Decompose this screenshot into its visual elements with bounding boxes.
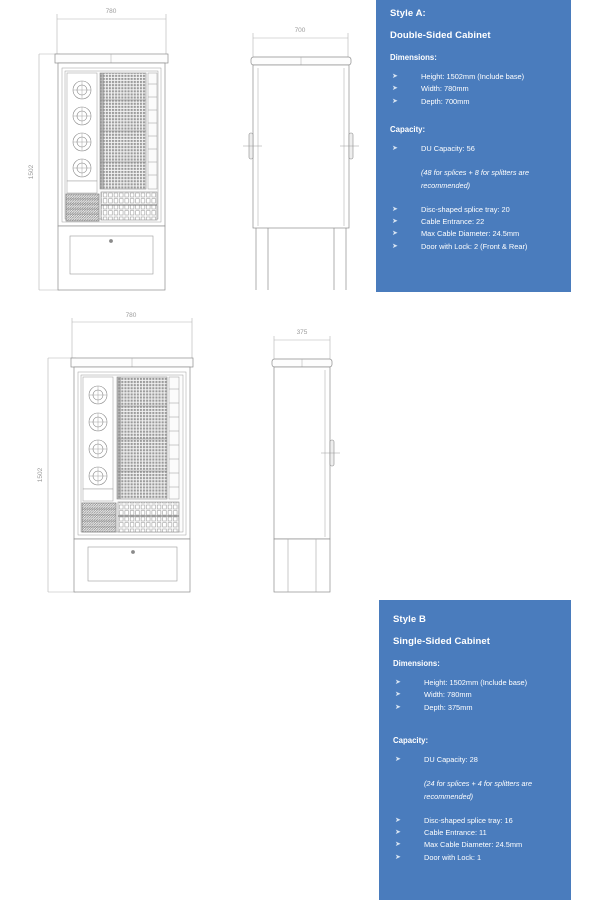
front-width-dimension-b: [72, 318, 192, 358]
base-lock-a: [109, 239, 113, 243]
cable-coil-block-a: [66, 194, 99, 221]
front-height-label-a: 1502: [28, 164, 35, 180]
style-b-label: Style B: [393, 614, 426, 625]
splice-tray-column-a: [67, 73, 97, 193]
style-a-du-note: (48 for splices + 8 for splitters are recommended): [421, 167, 530, 190]
list-item-label: Width: 780mm: [421, 84, 469, 94]
list-item-label: Cable Entrance: 22: [421, 217, 485, 227]
splice-tray-column-b: [83, 377, 113, 501]
list-item-label: Disc-shaped splice tray: 20: [421, 204, 510, 214]
cabinet-roof-a: [55, 54, 168, 63]
side-body-a: [253, 65, 349, 228]
style-a-spec-panel: [376, 0, 571, 292]
front-height-dimension-b: [48, 358, 76, 592]
style-b-section: [0, 300, 600, 862]
style-b-du-note: (24 for splices + 4 for splitters are recommended): [424, 778, 533, 801]
list-item: [390, 83, 561, 95]
arrow-bullet-icon: ➤: [395, 853, 401, 861]
style-b-drawings: [0, 300, 379, 600]
style-a-capacity-heading: Capacity:: [390, 125, 426, 135]
list-item: [390, 241, 561, 253]
splice-module-grid-b: [117, 377, 167, 499]
side-rail-b: [169, 377, 179, 499]
style-a-cabinet-type: Double-Sided Cabinet: [390, 30, 491, 41]
style-a-dimensions-heading: Dimensions:: [390, 53, 437, 62]
arrow-bullet-icon: ➤: [392, 218, 398, 226]
list-item: [390, 71, 561, 83]
patch-connector-bank-b: [118, 502, 179, 532]
list-item-label: Max Cable Diameter: 24.5mm: [421, 229, 520, 239]
arrow-bullet-icon: ➤: [392, 85, 398, 93]
style-b-dimensions-heading: Dimensions:: [393, 659, 440, 668]
side-depth-label-a: 700: [294, 27, 306, 34]
list-item: [390, 216, 561, 228]
side-base-a: [256, 228, 346, 290]
arrow-bullet-icon: ➤: [392, 73, 398, 80]
style-a-label: Style A:: [390, 8, 426, 19]
front-width-dimension-a: [57, 14, 166, 54]
list-item: [393, 702, 561, 714]
list-item: [390, 228, 561, 240]
side-base-b: [274, 539, 330, 592]
style-a-capacity-list: [390, 204, 561, 254]
arrow-bullet-icon: ➤: [395, 703, 401, 711]
style-a-section: [0, 0, 600, 300]
style-b-capacity-heading: Capacity:: [393, 736, 429, 746]
arrow-bullet-icon: ➤: [395, 756, 401, 764]
style-b-capacity-list: [393, 815, 561, 865]
front-width-label-a: 780: [105, 8, 117, 15]
base-lock-b: [131, 550, 135, 554]
arrow-bullet-icon: ➤: [392, 205, 398, 213]
list-item-label: Disc-shaped splice tray: 16: [424, 815, 513, 825]
list-item-label: Depth: 700mm: [421, 96, 470, 106]
arrow-bullet-icon: ➤: [395, 841, 401, 849]
list-item: [393, 754, 561, 766]
list-item-label: Depth: 375mm: [424, 702, 473, 712]
front-height-dimension-a: [39, 54, 60, 290]
arrow-bullet-icon: ➤: [395, 691, 401, 699]
patch-connector-bank-a: [101, 192, 157, 220]
side-depth-label-b: 375: [296, 329, 308, 336]
style-b-spec-panel: [379, 600, 571, 900]
list-item-label: Cable Entrance: 11: [424, 828, 487, 838]
list-item: [390, 143, 561, 155]
list-item-label: Door with Lock: 2 (Front & Rear): [421, 241, 528, 251]
list-item: [393, 839, 561, 851]
style-a-dimensions-list: [390, 71, 561, 108]
list-item: [393, 689, 561, 701]
style-b-dimensions-list: [393, 677, 561, 714]
style-b-du-capacity-list: [393, 754, 561, 766]
arrow-bullet-icon: ➤: [392, 145, 398, 153]
list-item: [393, 815, 561, 827]
list-item: [393, 677, 561, 689]
du-capacity-label: DU Capacity: 28: [424, 755, 478, 765]
style-a-du-capacity-list: [390, 143, 561, 155]
style-b-cabinet-type: Single-Sided Cabinet: [393, 636, 491, 647]
list-item: [390, 96, 561, 108]
list-item-label: Height: 1502mm (Include base): [421, 72, 525, 81]
list-item-label: Max Cable Diameter: 24.5mm: [424, 840, 523, 850]
arrow-bullet-icon: ➤: [395, 816, 401, 824]
du-capacity-label: DU Capacity: 56: [421, 144, 475, 154]
arrow-bullet-icon: ➤: [392, 97, 398, 105]
front-height-label-b: 1502: [37, 467, 44, 483]
list-item-label: Door with Lock: 1: [424, 852, 482, 862]
list-item: [390, 204, 561, 216]
list-item: [393, 827, 561, 839]
front-width-label-b: 780: [125, 312, 137, 319]
cable-coil-block-b: [82, 503, 116, 532]
side-rail-a: [148, 73, 157, 189]
list-item-label: Width: 780mm: [424, 690, 472, 700]
arrow-bullet-icon: ➤: [395, 829, 401, 837]
arrow-bullet-icon: ➤: [392, 242, 398, 250]
arrow-bullet-icon: ➤: [395, 679, 401, 686]
list-item-label: Height: 1502mm (Include base): [424, 678, 528, 687]
list-item: [393, 852, 561, 864]
style-a-drawings: [0, 0, 375, 300]
arrow-bullet-icon: ➤: [392, 230, 398, 238]
